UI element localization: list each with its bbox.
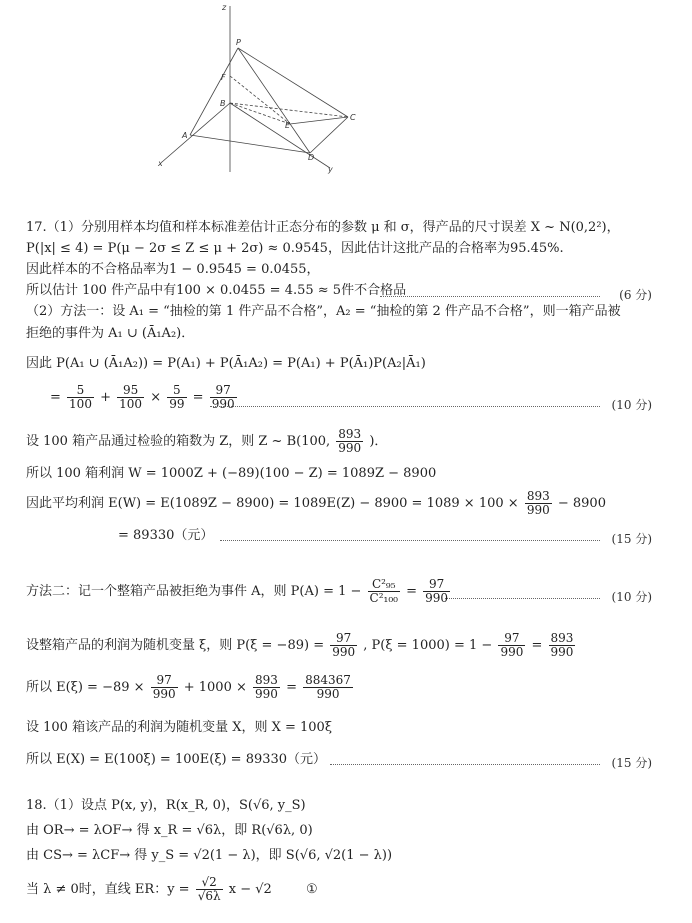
- leader-dots: [210, 406, 600, 407]
- numerator: 884367: [305, 673, 351, 687]
- edge-pa: [190, 48, 238, 135]
- edge-be: [230, 103, 290, 124]
- q17-line9: [26, 428, 652, 455]
- eq-sign: =: [286, 680, 297, 695]
- fraction-5-100: [67, 384, 94, 411]
- denominator: 990: [332, 645, 356, 659]
- q17-line3: 因此样本的不合格品率为1 − 0.9545 = 0.0455，: [26, 262, 320, 277]
- label-z: z: [222, 3, 227, 12]
- numerator: 97: [210, 384, 237, 398]
- q17-line15: [26, 674, 652, 701]
- denominator: 990: [425, 591, 449, 605]
- label-c: C: [350, 113, 356, 122]
- geometry-figure: [150, 0, 370, 180]
- score-15: (15 分): [611, 532, 652, 546]
- edge-dc: [310, 117, 348, 153]
- fraction-97-990: [498, 632, 525, 659]
- label-d: D: [308, 153, 315, 162]
- numerator: 97: [151, 674, 178, 688]
- numerator: 893: [338, 427, 362, 441]
- fraction-97-990: [423, 578, 450, 605]
- numerator: C²₉₅: [368, 578, 400, 592]
- label-p: P: [236, 38, 241, 47]
- denominator: 990: [526, 503, 550, 517]
- plus-sign: +: [100, 390, 111, 405]
- q17-line5: （2）方法一：设 A₁ = “抽检的第 1 件产品不合格”，A₂ = “抽检的第 2 件产品不合格”，则一箱产品被: [26, 304, 621, 319]
- q17-line4: 所以估计 100 件产品中有100 × 0.0455 = 4.55 ≈ 5件不合格品: [26, 283, 407, 298]
- label-f: F: [221, 73, 226, 82]
- q18-line1: 18.（1）设点 P(x, y)，R(x_R, 0)，S(√6, y_S): [26, 798, 306, 813]
- fraction-95-100: [117, 384, 144, 411]
- expected-profit-text: 因此平均利润 E(W) = E(1089Z − 8900) = 1089E(Z) − 8900 = 1089 × 100 ×: [26, 496, 519, 511]
- fraction-sqrt: [196, 876, 223, 903]
- expectation-text: 所以 E(ξ) = −89 ×: [26, 680, 145, 695]
- numerator: 5: [67, 384, 94, 398]
- q18-line3: 由 CS→ = λCF→ 得 y_S = √2(1 − λ)，即 S(√6, √2(1 − λ)): [26, 848, 393, 863]
- denominator: 990: [211, 397, 235, 411]
- leader-dots: [445, 598, 600, 599]
- numerator: 97: [330, 632, 357, 646]
- fraction-97-990: [151, 674, 178, 701]
- edge-pd: [238, 48, 310, 153]
- q18-line4: [26, 876, 652, 903]
- numerator: 893: [255, 673, 278, 687]
- minus-text: − 8900: [557, 496, 606, 511]
- denominator: 990: [316, 687, 340, 701]
- denominator: 990: [550, 645, 574, 659]
- edge-pc: [238, 48, 348, 117]
- denominator: C²₁₀₀: [369, 591, 398, 605]
- prob-text: , P(ξ = 1000) = 1 −: [363, 638, 493, 653]
- binomial-text: 设 100 箱产品通过检验的箱数为 Z，则 Z ~ B(100,: [26, 434, 331, 449]
- numerator: 97: [498, 632, 525, 646]
- denominator: 990: [500, 645, 524, 659]
- fraction-combination: [368, 578, 400, 605]
- numerator: √2: [196, 876, 223, 890]
- fraction-893-990: [525, 490, 552, 517]
- q17-line12: = 89330（元）: [118, 528, 214, 543]
- q17-line11: [26, 490, 652, 517]
- edge-ad: [190, 135, 310, 153]
- score-10: (10 分): [611, 590, 652, 604]
- binomial-close: )．: [369, 434, 388, 449]
- line-er-text: 当 λ ≠ 0时，直线 ER：y =: [26, 882, 190, 897]
- q17-line7: 因此 P(A₁ ∪ (Ā₁A₂)) = P(A₁) + P(Ā₁A₂) = P(A₁) + P(Ā₁)P(A₂|Ā₁): [26, 356, 426, 371]
- label-a: A: [182, 131, 188, 140]
- numerator: 5: [167, 384, 186, 398]
- q17-line1: 17.（1）分别用样本均值和样本标准差估计正态分布的参数 μ 和 σ，得产品的尺寸误差 X ~ N(0,2²)，: [26, 220, 620, 235]
- denominator: √6λ: [197, 889, 221, 903]
- eq-sign: =: [192, 390, 204, 405]
- q18-line2: 由 OR→ = λOF→ 得 x_R = √6λ，即 R(√6λ, 0): [26, 823, 313, 838]
- fraction-5-99: [167, 384, 186, 411]
- equation-marker: ①: [305, 882, 318, 897]
- leader-dots: [380, 296, 600, 297]
- denominator: 990: [338, 441, 362, 455]
- label-e: E: [285, 121, 291, 130]
- label-x: x: [158, 159, 163, 168]
- denominator: 100: [119, 397, 143, 411]
- numerator: 893: [550, 631, 574, 645]
- numerator: 97: [423, 578, 450, 592]
- score-6: (6 分): [619, 288, 652, 302]
- line-er-tail: x − √2: [228, 882, 272, 897]
- eq-sign: =: [50, 390, 61, 405]
- numerator: 95: [117, 384, 144, 398]
- edge-ec: [290, 117, 348, 124]
- q17-line14: [26, 632, 652, 659]
- denominator: 100: [69, 397, 92, 411]
- method2-text: 方法二：记一个整箱产品被拒绝为事件 A，则 P(A) = 1 −: [26, 584, 362, 599]
- denominator: 990: [152, 687, 176, 701]
- fraction-884367-990: [303, 674, 353, 701]
- q17-line16: 设 100 箱该产品的利润为随机变量 X，则 X = 100ξ: [26, 720, 332, 735]
- eq-sign: =: [531, 638, 543, 653]
- leader-dots: [330, 764, 600, 765]
- denominator: 990: [255, 687, 278, 701]
- score-10: (10 分): [611, 398, 652, 412]
- fraction-893-990: [253, 674, 280, 701]
- random-variable-text: 设整箱产品的利润为随机变量 ξ，则 P(ξ = −89) =: [26, 638, 325, 653]
- label-b: B: [220, 99, 226, 108]
- label-y: y: [328, 165, 333, 174]
- q17-line13: [26, 578, 652, 605]
- times-sign: ×: [150, 390, 162, 405]
- q17-line10: 所以 100 箱利润 W = 1000Z + (−89)(100 − Z) = 1089Z − 8900: [26, 466, 437, 481]
- q17-line17: 所以 E(X) = E(100ξ) = 100E(ξ) = 89330（元）: [26, 752, 327, 767]
- fraction-893-990: [336, 428, 363, 455]
- q17-line2: P(|x| ≤ 4) = P(μ − 2σ ≤ Z ≤ μ + 2σ) ≈ 0.9545，因此估计这批产品的合格率为95.45%.: [26, 241, 564, 256]
- leader-dots: [220, 540, 600, 541]
- eq-sign: =: [406, 584, 418, 599]
- fraction-893-990: [549, 632, 576, 659]
- numerator: 893: [526, 489, 550, 503]
- x-axis: [162, 103, 230, 162]
- plus-text: + 1000 ×: [183, 680, 247, 695]
- q17-line6: 拒绝的事件为 A₁ ∪ (Ā₁A₂)．: [26, 326, 195, 341]
- denominator: 99: [169, 397, 185, 411]
- fraction-97-990: [330, 632, 357, 659]
- score-15: (15 分): [611, 756, 652, 770]
- edge-fe: [230, 76, 290, 124]
